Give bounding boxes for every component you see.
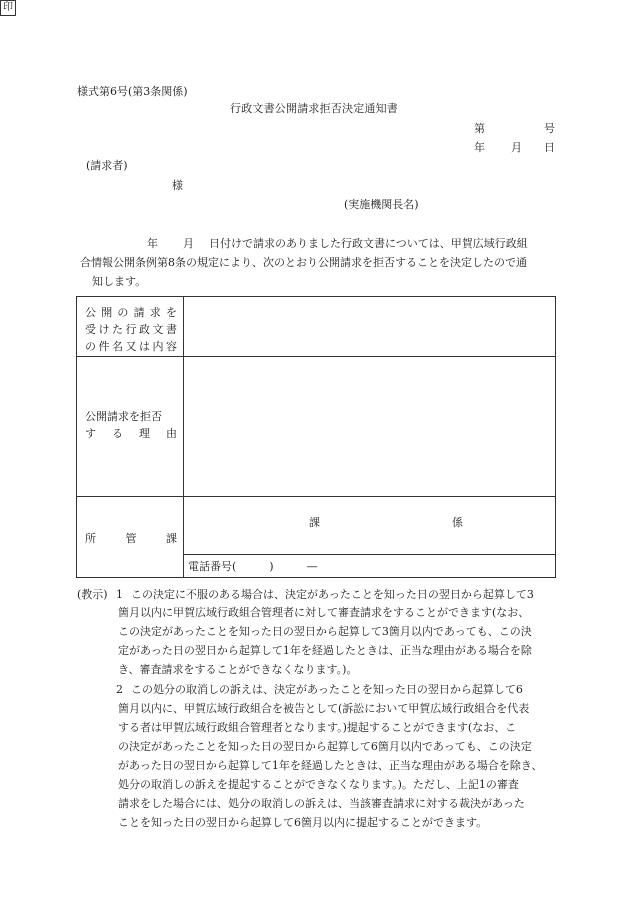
instruction-2-line: する者は甲賀広域行政組合管理者となります。)提起することができます(なお、こ <box>118 721 517 734</box>
intro-line-2: 合情報公開条例第8条の規定により、次のとおり公開請求を拒否することを決定したので通 <box>80 256 527 269</box>
document-title: 行政文書公開請求拒否決定通知書 <box>230 102 398 115</box>
instruction-1-line: き、審査請求をすることができなくなります。)。 <box>118 663 358 676</box>
instruction-1-line: 箇月以内に甲賀広域行政組合管理者に対して審査請求をすることができます(なお、 <box>118 606 530 619</box>
row-document-label <box>85 304 177 355</box>
table-column-divider <box>183 297 184 577</box>
table-row-divider <box>77 356 555 357</box>
seal-stamp: 印 <box>0 0 16 16</box>
intro-year: 年 <box>147 237 158 250</box>
intro-line-1-text: 日付けで請求のありました行政文書については、甲賀広域行政組 <box>209 237 528 250</box>
instruction-2-line: 請求をした場合には、処分の取消しの訴えは、当該審査請求に対する裁決があった <box>118 797 525 810</box>
instruction-1-line: この決定に不服のある場合は、決定があったことを知った日の翌日から起算して3 <box>131 588 534 601</box>
section-ka: 課 <box>309 516 320 529</box>
instruction-1-line: 定があった日の翌日から起算して1年を経過したときは、正当な理由がある場合を除 <box>118 644 532 657</box>
instruction-2-line: があった日の翌日から起算して1年を経過したときは、正当な理由がある場合を除き、 <box>118 759 543 772</box>
row-reason-label-line1: 公開請求を拒否 <box>85 410 162 423</box>
section-kakari: 係 <box>452 516 463 529</box>
instructions-prefix: (教示) <box>77 588 108 601</box>
agency-label: (実施機関長名) <box>344 198 419 211</box>
requester-label: (請求者) <box>86 159 128 172</box>
instruction-2-number: 2 <box>116 683 123 696</box>
instruction-2-line: の決定があったことを知った日の翌日から起算して6箇月以内であっても、この決定 <box>118 740 532 753</box>
form-number: 様式第6号(第3条関係) <box>77 85 188 98</box>
row-document-label-line3: の 件 名 又 は 内 容 <box>85 340 177 353</box>
date-day: 日 <box>544 141 555 154</box>
row-document-label-line1: 公 開 の 請 求 を <box>85 306 177 319</box>
instruction-2-line: ことを知った日の翌日から起算して6箇月以内に提起することができます。 <box>118 816 488 829</box>
intro-month: 月 <box>183 237 194 250</box>
row-department-label: 所 管 課 <box>85 532 177 545</box>
notice-table <box>76 296 556 578</box>
honorific: 様 <box>172 179 183 192</box>
instruction-1-line: この決定があったことを知った日の翌日から起算して3箇月以内であっても、この決 <box>118 625 532 638</box>
phone-number-field: 電話番号( ) — <box>188 560 318 573</box>
number-suffix: 号 <box>544 122 555 135</box>
date-year: 年 <box>474 141 485 154</box>
instruction-2-line: 箇月以内に、甲賀広域行政組合を被告として(訴訟において甲賀広域行政組合を代表 <box>118 702 530 715</box>
date-month: 月 <box>511 141 522 154</box>
instruction-2-line: この処分の取消しの訴えは、決定があったことを知った日の翌日から起算して6 <box>131 683 523 696</box>
intro-line-3: 知します。 <box>92 275 147 288</box>
instruction-1-number: 1 <box>116 588 123 601</box>
row-reason-label-line2: す る 理 由 <box>85 427 177 440</box>
table-row-divider <box>77 496 555 497</box>
row-reason-label <box>85 408 177 442</box>
instruction-2-line: 処分の取消しの訴えを提起することができなくなります。)。ただし、上記1の審査 <box>118 778 519 791</box>
row-document-label-line2: 受 け た 行 政 文 書 <box>85 323 177 336</box>
table-row-divider <box>183 554 555 555</box>
number-prefix: 第 <box>474 122 485 135</box>
